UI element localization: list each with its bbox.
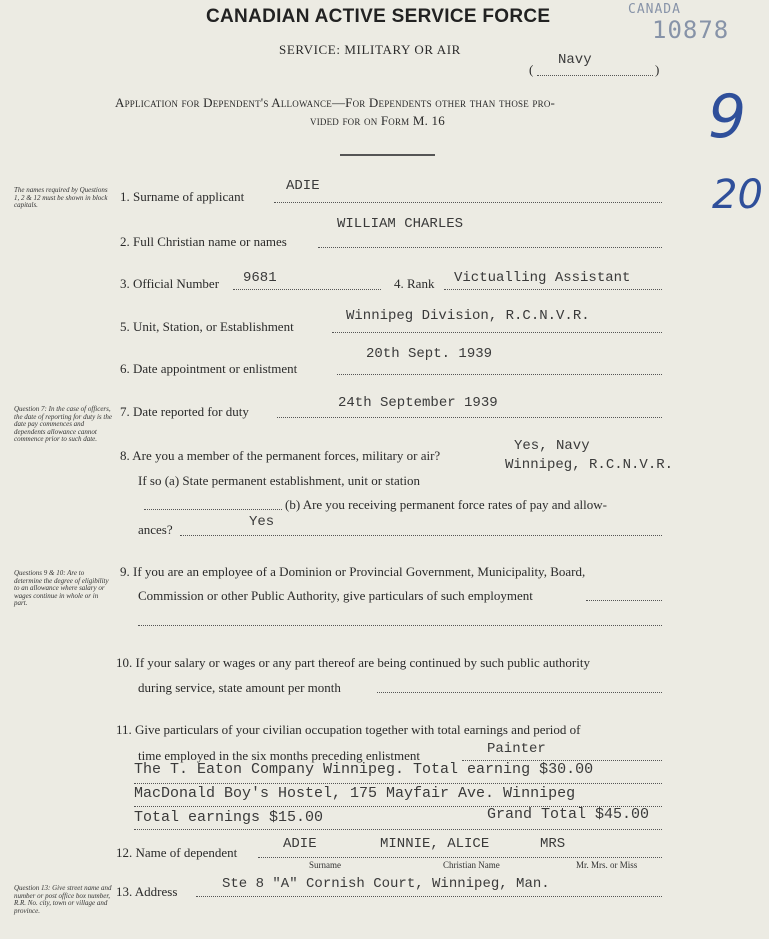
service-value: Navy (558, 52, 592, 68)
q7-line (277, 417, 662, 418)
q12-title-value: MRS (540, 836, 566, 852)
q1-line (274, 202, 662, 203)
q10-label: 10. If your salary or wages or any part thereof are being continued by such public authority (116, 655, 590, 670)
margin-note-q13: Question 13: Give street name and number or post office box number, R.R. No. city, town or village and province. (14, 884, 112, 915)
service-line (537, 75, 653, 76)
service-open-paren: ( (529, 62, 534, 77)
page-subtitle: SERVICE: MILITARY OR AIR (279, 42, 461, 57)
handwritten-number: 20 (712, 172, 763, 218)
q3-line (233, 289, 381, 290)
q9-label-continued: Commission or other Public Authority, give particulars of such employment (138, 588, 533, 603)
service-close-paren: ) (655, 62, 660, 77)
q11-line-2 (134, 783, 662, 784)
archive-stamp-number: 10878 (652, 16, 730, 44)
q4-rank-value: Victualling Assistant (454, 270, 631, 286)
q8b-line (180, 535, 662, 536)
margin-note-q7: Question 7: In the case of officers, the date of reporting for duty is the date pay commences and dependents allowance cannot commence prior to such date. (14, 405, 112, 443)
q4-label: 4. Rank (394, 276, 435, 291)
q12-label: 12. Name of dependent (116, 845, 238, 860)
q7-reported-date-value: 24th September 1939 (338, 395, 498, 411)
q11-occupation-value: Painter (487, 741, 546, 757)
margin-note-q1: The names required by Questions 1, 2 & 12 must be shown in block capitals. (14, 186, 108, 209)
q9-line (586, 600, 662, 601)
q13-address-value: Ste 8 "A" Cornish Court, Winnipeg, Man. (222, 876, 550, 892)
q11-employer-2-value: MacDonald Boy's Hostel, 175 Mayfair Ave. Winnipeg (134, 785, 576, 802)
q10-line (377, 692, 662, 693)
q12-line (258, 857, 662, 858)
q11-earnings-value: Total earnings $15.00 (134, 809, 324, 826)
q9-line-2 (138, 625, 662, 626)
q6-enlistment-date-value: 20th Sept. 1939 (366, 346, 493, 362)
q2-christian-names-value: WILLIAM CHARLES (337, 216, 464, 232)
margin-note-q9-10: Questions 9 & 10: Are to determine the degree of eligibility to an allowance where salary or wages continue in whole or in part. (14, 569, 109, 607)
q8b-rates-value: Yes (249, 514, 275, 530)
q3-label: 3. Official Number (120, 276, 220, 291)
q7-label: 7. Date reported for duty (120, 404, 249, 419)
q6-label: 6. Date appointment or enlistment (120, 361, 298, 376)
q12-caption-surname: Surname (309, 860, 341, 870)
q1-label: 1. Surname of applicant (120, 189, 245, 204)
header-divider (340, 154, 435, 156)
q2-label: 2. Full Christian name or names (120, 234, 287, 249)
q8-label: 8. Are you a member of the permanent forces, military or air? (120, 448, 441, 463)
q8b-label-continued: ances? (138, 522, 173, 537)
q13-line (196, 896, 662, 897)
q5-label: 5. Unit, Station, or Establishment (120, 319, 294, 334)
q8-permanent-forces-value: Yes, Navy (514, 438, 590, 454)
archive-stamp-country: CANADA (628, 2, 681, 17)
q12-caption-christian-name: Christian Name (443, 860, 500, 870)
form-description-line1: Application for Dependent's Allowance—For Dependents other than those pro- (115, 95, 556, 110)
q4-line (444, 289, 662, 290)
form-description-line2: vided for on Form M. 16 (310, 113, 445, 128)
q11-label-continued: time employed in the six months preceding enlistment (138, 748, 420, 763)
q6-line (337, 374, 662, 375)
q12-christian-name-value: MINNIE, ALICE (380, 836, 490, 852)
q11-line-4 (134, 829, 662, 830)
q12-surname-value: ADIE (283, 836, 317, 852)
q9-label: 9. If you are an employee of a Dominion or Provincial Government, Municipality, Board, (120, 564, 586, 579)
q11-label: 11. Give particulars of your civilian occupation together with total earnings and period of (116, 722, 581, 737)
q5-line (332, 332, 662, 333)
page-title: CANADIAN ACTIVE SERVICE FORCE (206, 6, 551, 27)
q11-employer-1-value: The T. Eaton Company Winnipeg. Total earning $30.00 (134, 761, 594, 778)
q11-grand-total-value: Grand Total $45.00 (487, 806, 650, 823)
q2-line (318, 247, 662, 248)
q3-official-number-value: 9681 (243, 270, 277, 286)
q8a-establishment-value: Winnipeg, R.C.N.V.R. (505, 457, 674, 473)
handwritten-mark: 9 (708, 82, 747, 152)
q8a-label: If so (a) State permanent establishment, unit or station (138, 473, 420, 488)
q5-unit-value: Winnipeg Division, R.C.N.V.R. (346, 308, 590, 324)
q8b-label: (b) Are you receiving permanent force rates of pay and allow- (285, 497, 607, 512)
q12-caption-title: Mr. Mrs. or Miss (576, 860, 638, 870)
q13-label: 13. Address (116, 884, 178, 899)
q8b-lead-line (144, 509, 282, 510)
q1-surname-value: ADIE (286, 178, 320, 194)
q10-label-continued: during service, state amount per month (138, 680, 341, 695)
